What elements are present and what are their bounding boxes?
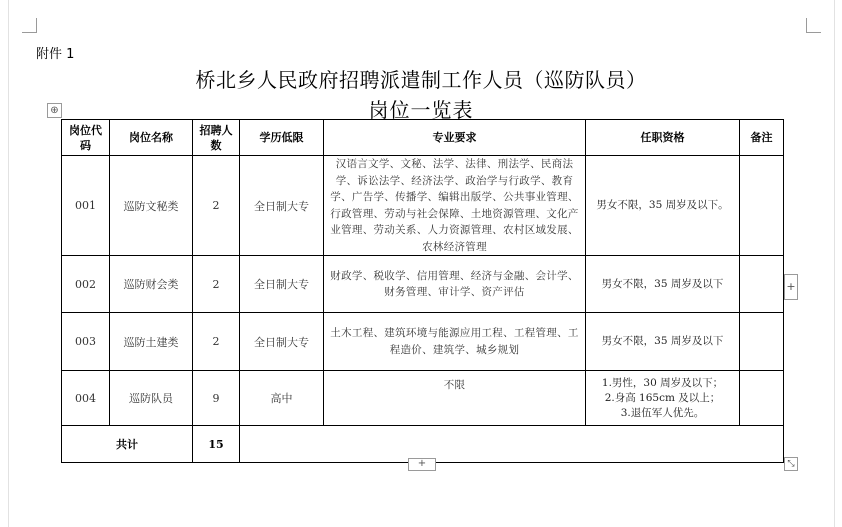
cell-code: 002	[62, 256, 110, 313]
cell-qualification	[586, 256, 740, 313]
table-row	[62, 313, 784, 371]
cell-major: 土木工程、建筑环境与能源应用工程、工程管理、工程造价、建筑学、城乡规划	[324, 313, 586, 371]
qualification-line: 3.退伍军人优先。	[620, 406, 705, 419]
header-count: 招聘人数	[193, 120, 240, 156]
cell-name: 巡防文秘类	[110, 156, 193, 256]
cell-name: 巡防土建类	[110, 313, 193, 371]
document-title: 桥北乡人民政府招聘派遣制工作人员（巡防队员）	[195, 68, 647, 92]
crop-mark-top-right	[806, 18, 821, 33]
cell-major: 财政学、税收学、信用管理、经济与金融、会计学、财务管理、审计学、资产评估	[324, 256, 586, 313]
add-column-icon[interactable]: +	[784, 274, 798, 300]
cell-major: 不限	[324, 371, 586, 426]
table-row	[62, 156, 784, 256]
header-education: 学历低限	[240, 120, 324, 156]
crop-mark-top-left	[22, 18, 37, 33]
document-subtitle: 岗位一览表	[368, 98, 474, 122]
cell-qualification	[586, 156, 740, 256]
table-header-row	[62, 120, 784, 156]
cell-name: 巡防财会类	[110, 256, 193, 313]
cell-code: 004	[62, 371, 110, 426]
table-move-handle-icon[interactable]: ⊕	[47, 103, 62, 118]
cell-remark	[740, 313, 784, 371]
table-resize-icon[interactable]: ⤡	[784, 457, 798, 471]
table-total-row	[62, 426, 784, 463]
total-count: 15	[193, 426, 240, 463]
cell-education: 全日制大专	[240, 313, 324, 371]
cell-education: 全日制大专	[240, 156, 324, 256]
qualification-line: 男女不限，35 周岁及以下	[601, 335, 724, 347]
cell-remark	[740, 256, 784, 313]
attachment-label: 附件 1	[36, 47, 75, 62]
cell-name: 巡防队员	[110, 371, 193, 426]
qualification-line: 男女不限，35 周岁及以下	[601, 277, 724, 290]
cell-count: 2	[193, 156, 240, 256]
cell-education: 高中	[240, 371, 324, 426]
cell-qualification	[586, 371, 740, 426]
header-name: 岗位名称	[110, 120, 193, 156]
qualification-line: 男女不限，35 周岁及以下。	[596, 199, 729, 211]
cell-code: 001	[62, 156, 110, 256]
positions-table	[61, 119, 784, 463]
cell-qualification	[586, 313, 740, 371]
header-remark: 备注	[740, 120, 784, 156]
cell-remark	[740, 156, 784, 256]
table-row	[62, 371, 784, 426]
cell-education: 全日制大专	[240, 256, 324, 313]
cell-remark	[740, 371, 784, 426]
cell-code: 003	[62, 313, 110, 371]
cell-count: 9	[193, 371, 240, 426]
qualification-line: 2.身高 165cm 及以上；	[604, 391, 721, 404]
total-blank	[240, 426, 784, 463]
total-label: 共计	[62, 426, 193, 463]
qualification-line: 1.男性，30 周岁及以下；	[601, 376, 724, 389]
header-qualification: 任职资格	[586, 120, 740, 156]
cell-count: 2	[193, 313, 240, 371]
header-major: 专业要求	[324, 120, 586, 156]
header-code: 岗位代码	[62, 120, 110, 156]
cell-count: 2	[193, 256, 240, 313]
table-row	[62, 256, 784, 313]
cell-major: 汉语言文学、文秘、法学、法律、刑法学、民商法学、诉讼法学、经济法学、政治学与行政学、教育学、广告学、传播学、编辑出版学、公共事业管理、行政管理、劳动与社会保障、土地资源管理、文化产业管理、劳动关系、人力资源管理、农村区域发展、农林经济管理	[324, 156, 586, 256]
add-row-icon[interactable]: +	[408, 458, 436, 471]
